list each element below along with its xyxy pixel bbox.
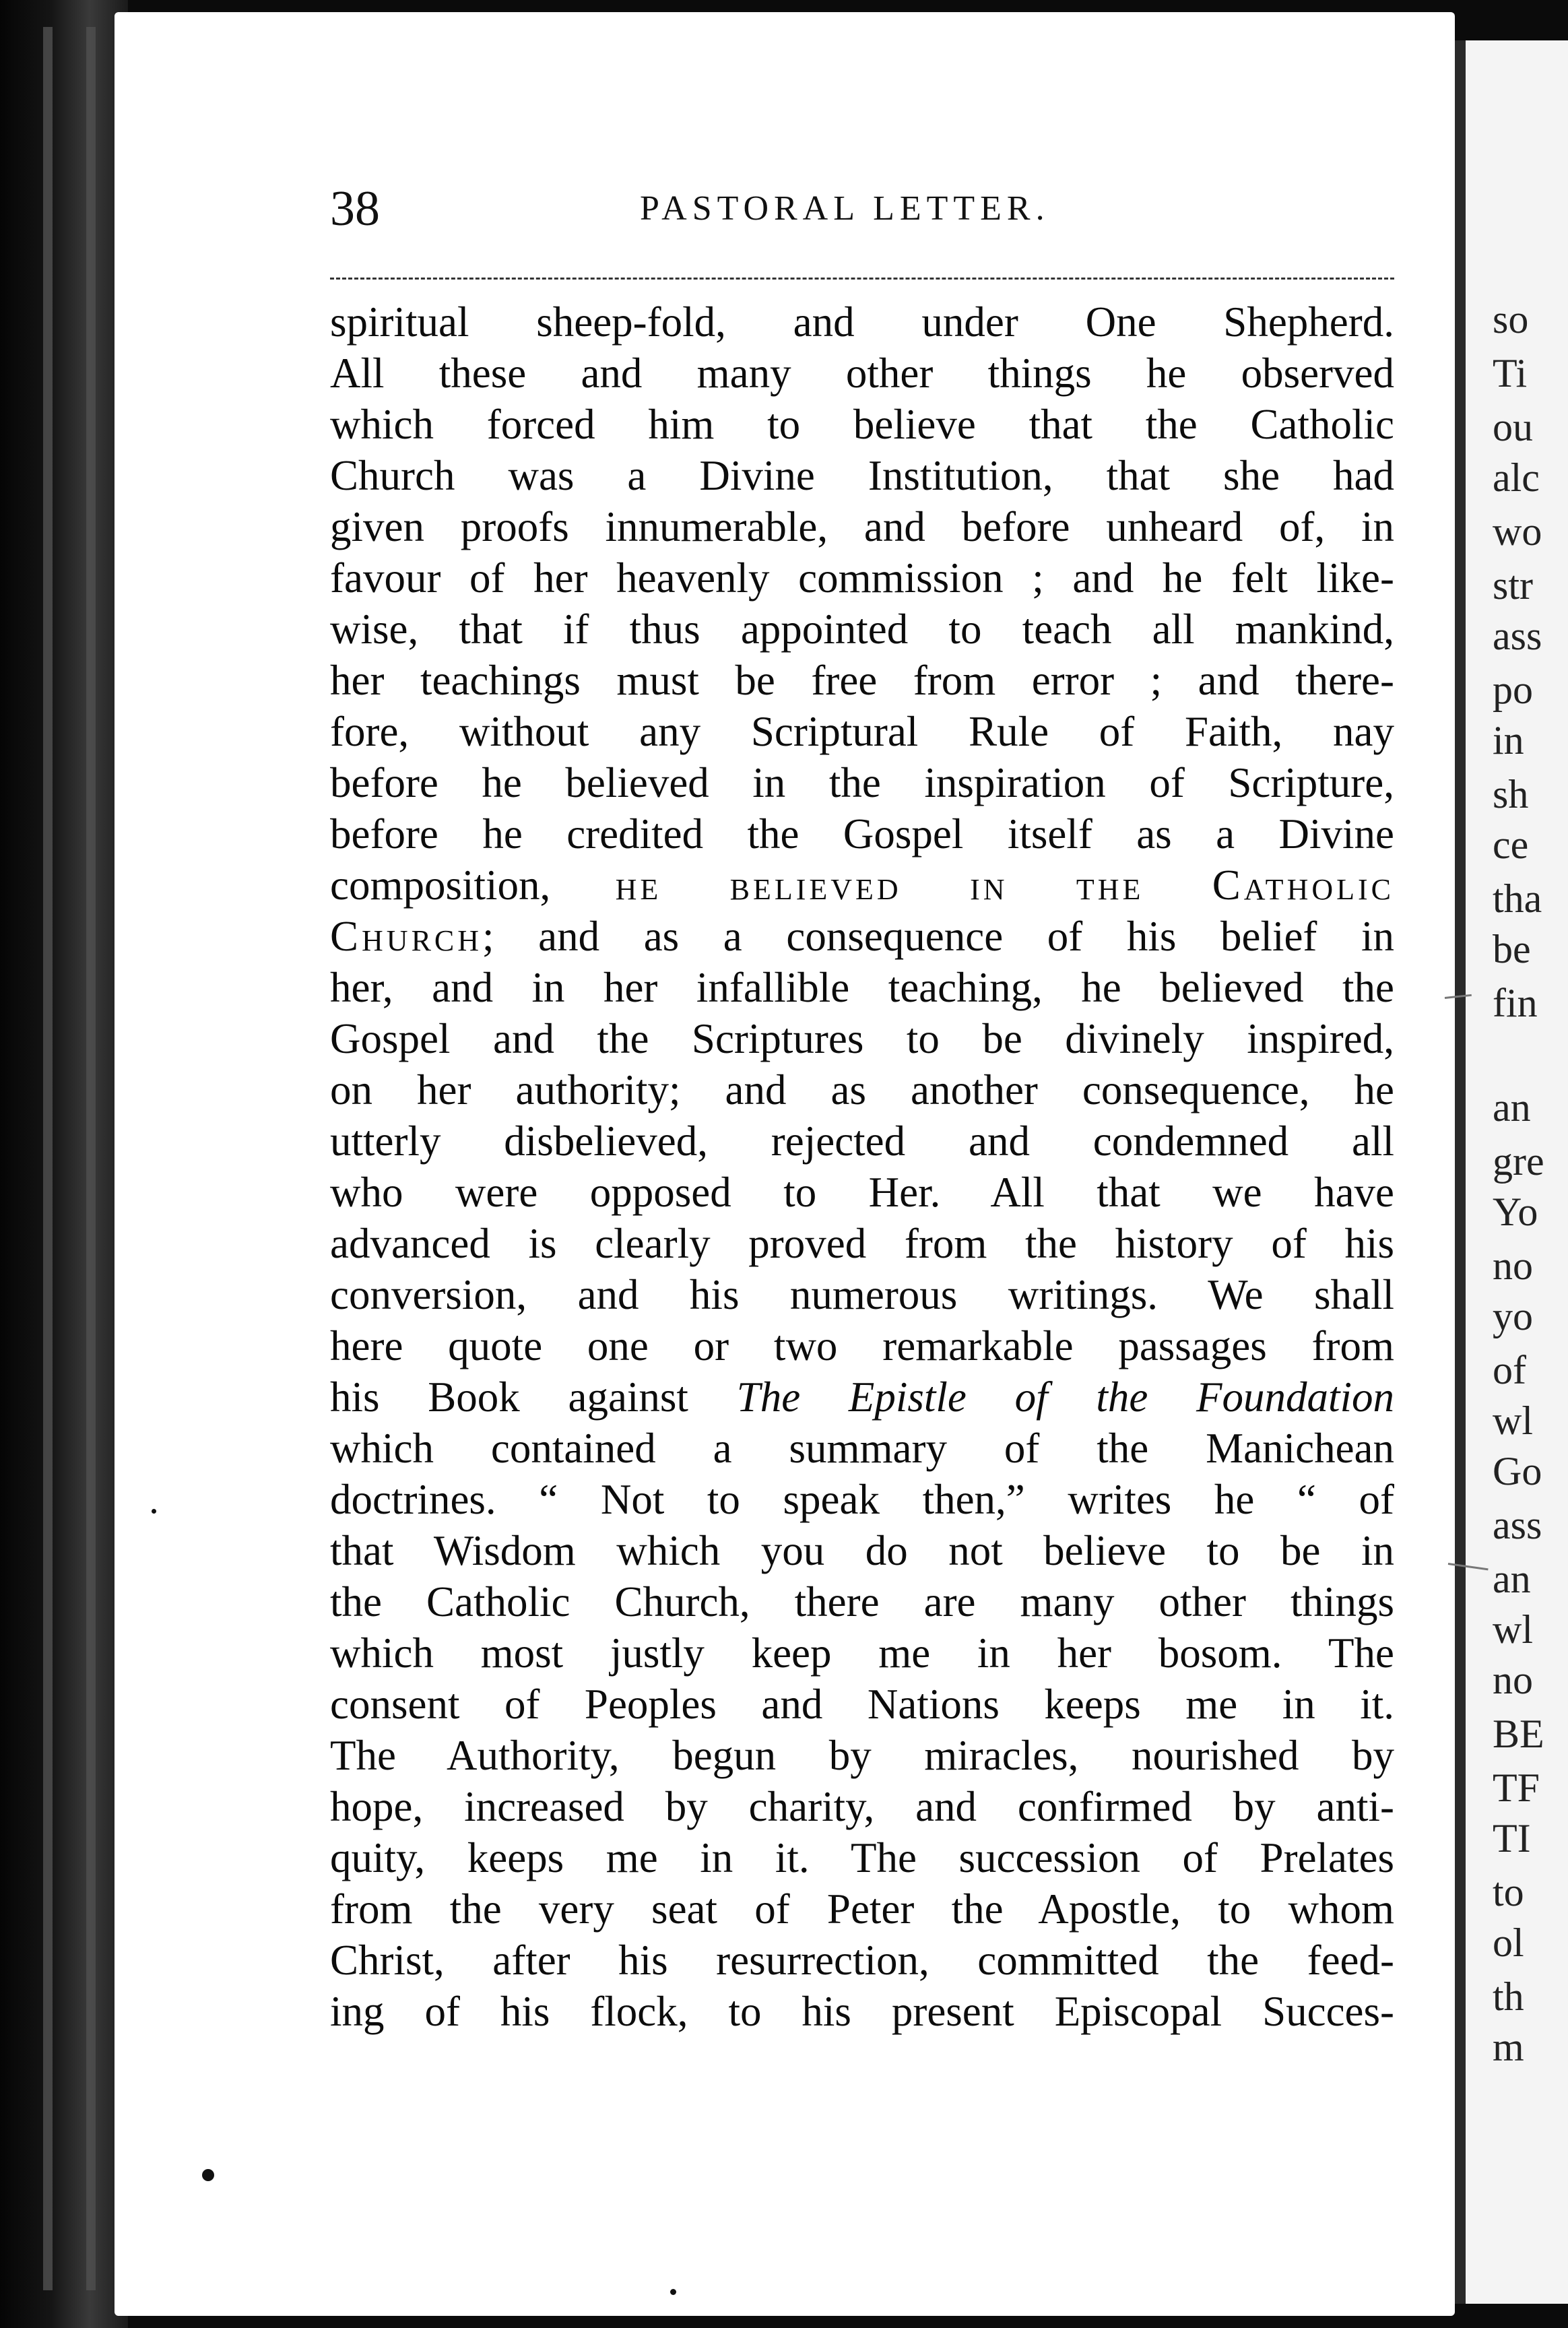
text-run: his Book against xyxy=(330,1373,688,1421)
text-line: ing of his flock, to his present Episcopal Succes- xyxy=(330,1988,1394,2035)
facing-page-fragment: to xyxy=(1493,1870,1524,1914)
text-line: quity, keeps me in it. The succession of Prelates xyxy=(330,1834,1394,1881)
small-caps-run: Church xyxy=(330,913,483,960)
running-head xyxy=(330,181,1394,241)
facing-page-fragment: an xyxy=(1493,1085,1531,1130)
gutter-streak xyxy=(43,27,53,2290)
text-run: ; and as a consequence of his belief in xyxy=(482,913,1394,960)
text-line: favour of her heavenly commission ; and he felt like- xyxy=(330,554,1394,602)
facing-page-fragment: TF xyxy=(1493,1766,1540,1810)
facing-page-fragment: be xyxy=(1493,927,1531,971)
facing-page-fragment: ou xyxy=(1493,405,1533,449)
text-line: The Authority, begun by miracles, nourished by xyxy=(330,1732,1394,1779)
text-line: hope, increased by charity, and confirmed by anti- xyxy=(330,1783,1394,1830)
facing-page-fragment: po xyxy=(1493,668,1533,712)
facing-page-fragment: Yo xyxy=(1493,1190,1538,1234)
text-line: Christ, after his resurrection, committed the feed- xyxy=(330,1937,1394,1984)
facing-page-fragment: gre xyxy=(1493,1139,1544,1184)
text-line: here quote one or two remarkable passages from xyxy=(330,1322,1394,1369)
facing-page-fragment: ass xyxy=(1493,1503,1542,1547)
facing-page-fragment: Go xyxy=(1493,1449,1542,1493)
facing-page-fragment: wo xyxy=(1493,509,1542,554)
text-line: Gospel and the Scriptures to be divinely inspired, xyxy=(330,1015,1394,1062)
facing-page-fragment: ass xyxy=(1493,614,1542,658)
text-line: which contained a summary of the Manichean xyxy=(330,1425,1394,1472)
running-title: PASTORAL LETTER. xyxy=(640,189,1050,228)
page-number: 38 xyxy=(330,181,380,236)
facing-page-fragment: so xyxy=(1493,297,1529,342)
facing-page-fragment: str xyxy=(1493,563,1533,608)
text-line: who were opposed to Her. All that we have xyxy=(330,1169,1394,1216)
facing-page-fragment: th xyxy=(1493,1974,1524,2019)
facing-page-fragment: yo xyxy=(1493,1294,1533,1338)
gutter-streak xyxy=(86,27,96,2290)
text-line: consent of Peoples and Nations keeps me in it. xyxy=(330,1681,1394,1728)
text-line: which forced him to believe that the Catholic xyxy=(330,401,1394,448)
italic-title-run: The Epistle of the Foundation xyxy=(736,1373,1394,1421)
text-line xyxy=(330,1371,1394,1423)
text-line: wise, that if thus appointed to teach all mankind, xyxy=(330,606,1394,653)
facing-page-fragment: ce xyxy=(1493,822,1529,867)
text-line: before he believed in the inspiration of Scripture, xyxy=(330,759,1394,806)
text-line: which most justly keep me in her bosom. The xyxy=(330,1629,1394,1677)
ink-speck xyxy=(670,2289,676,2295)
text-line: the Catholic Church, there are many other things xyxy=(330,1578,1394,1625)
facing-page-fragment: an xyxy=(1493,1557,1531,1601)
text-line: utterly disbelieved, rejected and condemned all xyxy=(330,1118,1394,1165)
facing-page-fragment: wl xyxy=(1493,1398,1533,1443)
text-run: composition, xyxy=(330,862,551,909)
facing-page-fragment: TI xyxy=(1493,1816,1531,1861)
facing-page-edge xyxy=(1455,40,1568,2304)
text-line: All these and many other things he observed xyxy=(330,350,1394,397)
text-line: conversion, and his numerous writings. We shall xyxy=(330,1271,1394,1318)
facing-page-fragment: no xyxy=(1493,1658,1533,1702)
text-line xyxy=(330,911,1394,962)
text-line: advanced is clearly proved from the history of his xyxy=(330,1220,1394,1267)
body-text xyxy=(330,296,1394,2037)
ink-speck xyxy=(202,2169,214,2181)
small-caps-run: he believed in the Catholic xyxy=(615,862,1394,909)
facing-page-fragment: no xyxy=(1493,1243,1533,1288)
facing-page-fragment: m xyxy=(1493,2025,1524,2069)
text-line: from the very seat of Peter the Apostle, to whom xyxy=(330,1885,1394,1933)
text-line: on her authority; and as another consequence, he xyxy=(330,1066,1394,1113)
facing-page-fragment: tha xyxy=(1493,876,1542,921)
text-line: doctrines. “ Not to speak then,” writes he “ of xyxy=(330,1476,1394,1523)
header-rule xyxy=(330,278,1394,280)
facing-page-fragment: sh xyxy=(1493,772,1529,816)
facing-page-fragment: in xyxy=(1493,718,1524,763)
facing-page-fragment: wl xyxy=(1493,1607,1533,1652)
text-line: that Wisdom which you do not believe to be in xyxy=(330,1527,1394,1574)
book-gutter xyxy=(0,0,128,2328)
text-line: before he credited the Gospel itself as a Divine xyxy=(330,810,1394,858)
facing-page-fragment: ol xyxy=(1493,1920,1524,1965)
facing-page-fragment: of xyxy=(1493,1348,1526,1392)
facing-page-fragment: fin xyxy=(1493,981,1538,1025)
facing-page-fragment: alc xyxy=(1493,455,1540,500)
text-line: spiritual sheep-fold, and under One Shepherd. xyxy=(330,298,1394,346)
text-line: her, and in her infallible teaching, he believed the xyxy=(330,964,1394,1011)
text-line: given proofs innumerable, and before unheard of, in xyxy=(330,503,1394,550)
text-line: her teachings must be free from error ; and there- xyxy=(330,657,1394,704)
facing-page-fragment: BE xyxy=(1493,1712,1544,1756)
ink-speck xyxy=(152,1509,156,1514)
text-line: Church was a Divine Institution, that she had xyxy=(330,452,1394,499)
facing-page-fragment: Ti xyxy=(1493,351,1528,395)
text-line xyxy=(330,860,1394,911)
text-line: fore, without any Scriptural Rule of Faith, nay xyxy=(330,708,1394,755)
